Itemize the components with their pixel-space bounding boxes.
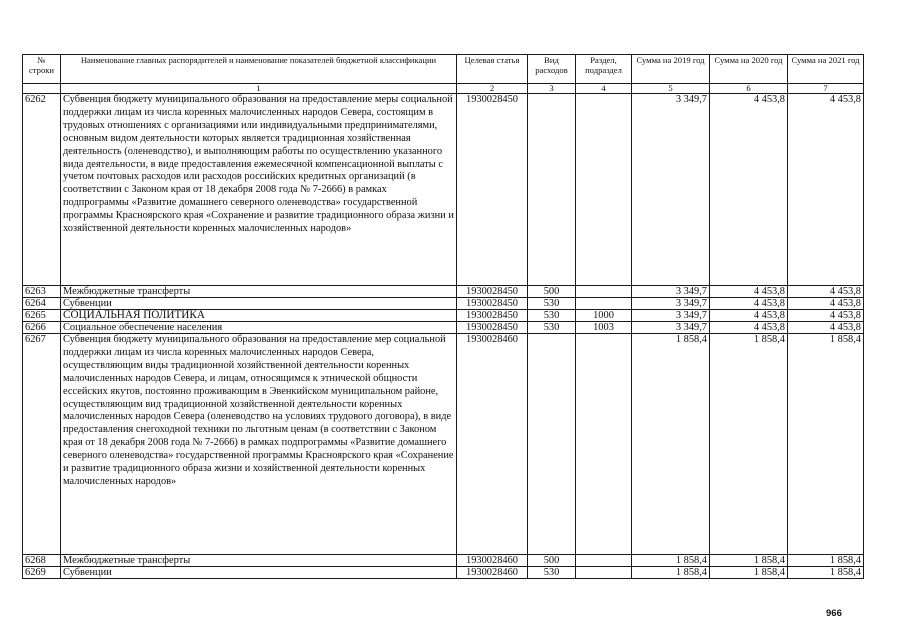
row-section: [576, 555, 632, 567]
row-target-article: 1930028450: [457, 94, 528, 286]
row-number: 6268: [23, 555, 61, 567]
row-sum-2021: 4 453,8: [788, 286, 864, 298]
row-number: 6267: [23, 334, 61, 555]
row-target-article: 1930028450: [457, 322, 528, 334]
row-expense-type: 500: [528, 555, 576, 567]
row-sum-2020: 4 453,8: [710, 94, 788, 286]
row-section: [576, 334, 632, 555]
row-expense-type: 530: [528, 322, 576, 334]
row-sum-2019: 3 349,7: [632, 286, 710, 298]
column-number: [23, 84, 61, 94]
table-row: [23, 298, 864, 310]
row-number: 6262: [23, 94, 61, 286]
row-section: [576, 94, 632, 286]
row-sum-2021: 4 453,8: [788, 298, 864, 310]
row-expense-type: 530: [528, 310, 576, 322]
row-section: [576, 286, 632, 298]
row-number: 6265: [23, 310, 61, 322]
row-section: [576, 298, 632, 310]
row-expense-type: [528, 334, 576, 555]
table-row: [23, 94, 864, 286]
row-sum-2021: 1 858,4: [788, 567, 864, 579]
row-name: Субвенции: [61, 298, 457, 310]
row-sum-2020: 1 858,4: [710, 567, 788, 579]
row-name: Социальное обеспечение населения: [61, 322, 457, 334]
column-number-row: [23, 84, 864, 94]
row-sum-2020: 1 858,4: [710, 555, 788, 567]
row-sum-2021: 4 453,8: [788, 322, 864, 334]
row-sum-2019: 1 858,4: [632, 334, 710, 555]
row-number: 6263: [23, 286, 61, 298]
table-row: [23, 567, 864, 579]
row-sum-2020: 1 858,4: [710, 334, 788, 555]
row-target-article: 1930028450: [457, 286, 528, 298]
column-number: 7: [788, 84, 864, 94]
row-target-article: 1930028460: [457, 567, 528, 579]
row-sum-2020: 4 453,8: [710, 286, 788, 298]
row-expense-type: 500: [528, 286, 576, 298]
header-row-number: № строки: [23, 55, 61, 84]
column-number: 2: [457, 84, 528, 94]
row-expense-type: 530: [528, 567, 576, 579]
header-section: Раздел, подраздел: [576, 55, 632, 84]
table-row: [23, 322, 864, 334]
row-sum-2019: 3 349,7: [632, 298, 710, 310]
column-number: 1: [61, 84, 457, 94]
row-sum-2020: 4 453,8: [710, 310, 788, 322]
row-sum-2019: 3 349,7: [632, 94, 710, 286]
row-section: 1003: [576, 322, 632, 334]
row-sum-2021: 1 858,4: [788, 334, 864, 555]
row-sum-2021: 1 858,4: [788, 555, 864, 567]
row-name: Межбюджетные трансферты: [61, 286, 457, 298]
table-row: [23, 334, 864, 555]
table-row: [23, 555, 864, 567]
header-target-article: Целевая статья: [457, 55, 528, 84]
table-header-row: [23, 55, 864, 84]
row-target-article: 1930028460: [457, 555, 528, 567]
row-section: 1000: [576, 310, 632, 322]
row-name: Субвенции: [61, 567, 457, 579]
column-number: 5: [632, 84, 710, 94]
header-sum-2021: Сумма на 2021 год: [788, 55, 864, 84]
row-sum-2019: 1 858,4: [632, 555, 710, 567]
budget-table: [22, 54, 864, 579]
page-number: 966: [826, 608, 842, 619]
row-number: 6266: [23, 322, 61, 334]
row-sum-2019: 3 349,7: [632, 310, 710, 322]
column-number: 3: [528, 84, 576, 94]
header-sum-2020: Сумма на 2020 год: [710, 55, 788, 84]
row-target-article: 1930028460: [457, 334, 528, 555]
column-number: 6: [710, 84, 788, 94]
table-row: [23, 310, 864, 322]
row-sum-2021: 4 453,8: [788, 94, 864, 286]
row-expense-type: 530: [528, 298, 576, 310]
row-target-article: 1930028450: [457, 298, 528, 310]
row-name: СОЦИАЛЬНАЯ ПОЛИТИКА: [61, 310, 457, 322]
row-sum-2021: 4 453,8: [788, 310, 864, 322]
row-number: 6269: [23, 567, 61, 579]
row-target-article: 1930028450: [457, 310, 528, 322]
row-expense-type: [528, 94, 576, 286]
row-sum-2019: 3 349,7: [632, 322, 710, 334]
row-number: 6264: [23, 298, 61, 310]
table-row: [23, 286, 864, 298]
row-sum-2019: 1 858,4: [632, 567, 710, 579]
header-sum-2019: Сумма на 2019 год: [632, 55, 710, 84]
row-sum-2020: 4 453,8: [710, 322, 788, 334]
row-name: Субвенция бюджету муниципального образования на предоставление меры социальной поддержки лицам из числа коренных малочисленных народов Севера, состоящим в трудовых отношениях с организациями или индивидуальными предпринимателями, основным видом деятельности которых является традиционная хозяйственная деятельность (оленеводство), и выполняющим работы по осуществлению указанного вида деятельности, в виде предоставления ежемесячной компенсационной выплаты с учетом почтовых расходов или расходов российских кредитных организаций (в соответствии с Законом края от 18 декабря 2008 года № 7-2666) в рамках подпрограммы «Развитие домашнего северного оленеводства» государственной программы Красноярского края «Сохранение и развитие традиционного образа жизни и хозяйственной деятельности коренных малочисленных народов»: [61, 94, 457, 286]
row-name: Субвенция бюджету муниципального образования на предоставление мер социальной поддержки лицам из числа коренных малочисленных народов Севера, осуществляющим виды традиционной хозяйственной деятельности коренных малочисленных народов Севера, и лицам, относящимся к этнической общности ессейских якутов, постоянно проживающим в Эвенкийском муниципальном районе, осуществляющим вид традиционной хозяйственной деятельности коренных малочисленных народов Севера (оленеводство на условиях трудового договора), в виде предоставления снегоходной техники по льготным ценам (в соответствии с Законом края от 18 декабря 2008 года № 7-2666) в рамках подпрограммы «Развитие домашнего северного оленеводства» государственной программы Красноярского края «Сохранение и развитие традиционного образа жизни и хозяйственной деятельности коренных малочисленных народов»: [61, 334, 457, 555]
row-sum-2020: 4 453,8: [710, 298, 788, 310]
header-name: Наименование главных распорядителей и наименование показателей бюджетной классификации: [61, 55, 457, 84]
header-expense-type: Вид расходов: [528, 55, 576, 84]
column-number: 4: [576, 84, 632, 94]
row-section: [576, 567, 632, 579]
row-name: Межбюджетные трансферты: [61, 555, 457, 567]
